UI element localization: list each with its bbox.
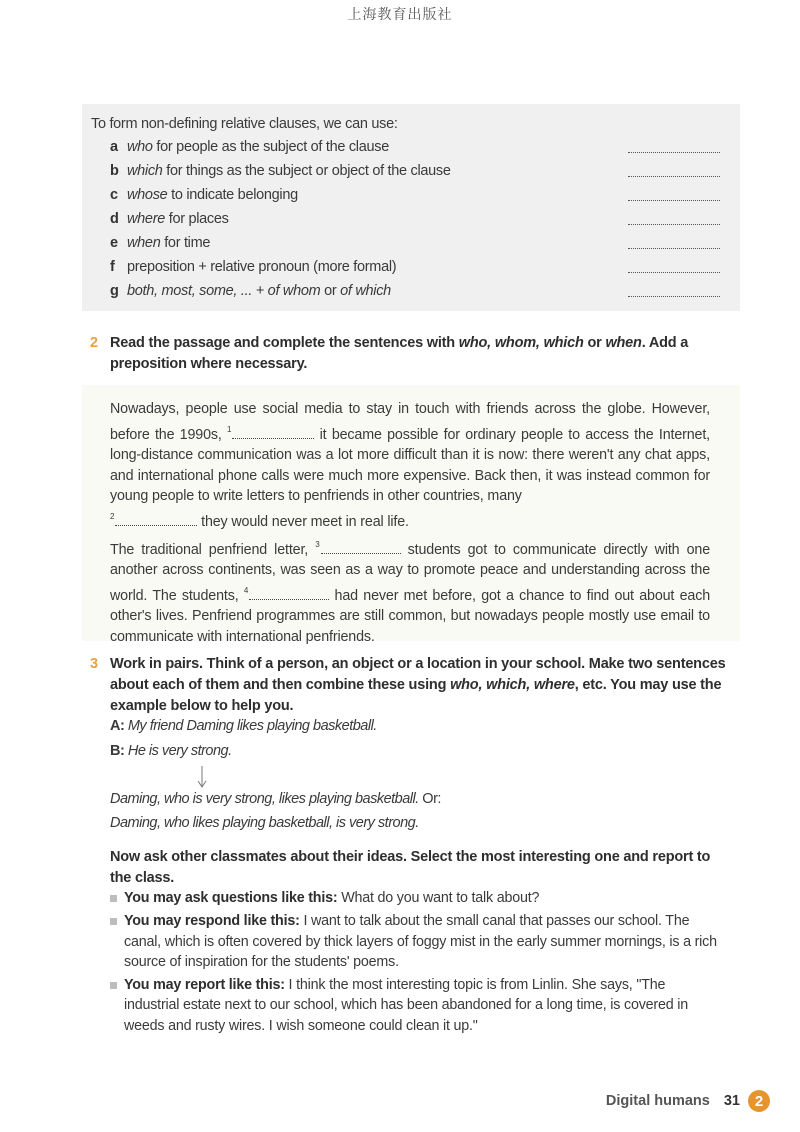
answer-blank-c[interactable]: [628, 200, 720, 201]
rule-letter: d: [110, 211, 119, 227]
blank-number: 3: [315, 539, 320, 549]
answer-blank-g[interactable]: [628, 296, 720, 297]
reading-passage: [110, 399, 710, 650]
rule-keyword: both, most, some, ... + of whom: [127, 283, 321, 299]
task-number: 3: [90, 656, 98, 672]
passage-text: they would never meet in real life.: [197, 513, 409, 530]
unit-title: Digital humans: [605, 1093, 710, 1109]
task-text-part: Work in pairs. Think of a person, an object or a location in your school. Make two sentences about each of them and then combine these using: [110, 656, 726, 693]
task-text-part: , etc. You may use the example below to help you.: [110, 677, 722, 714]
task-keyword: when: [605, 335, 642, 351]
grammar-rules-box: [82, 104, 740, 311]
rule-text: or: [320, 283, 341, 299]
task-number: 2: [90, 335, 98, 351]
rule-keyword: where: [127, 211, 165, 227]
passage-paragraph-1: [110, 399, 710, 533]
unit-badge: 2: [748, 1090, 770, 1112]
example-b: [110, 743, 232, 759]
example-text: He is very strong.: [124, 743, 232, 759]
rule-item-e: [110, 235, 722, 259]
rule-keyword: when: [127, 235, 161, 251]
follow-up-instruction: Now ask other classmates about their ideas. Select the most interesting one and report to the class.: [110, 849, 711, 886]
example-text: Daming, who is very strong, likes playing basketball.: [110, 791, 419, 807]
combined-example-1: [110, 791, 441, 807]
passage-text: The traditional penfriend letter,: [110, 541, 316, 558]
down-arrow-icon: [196, 766, 208, 788]
fill-blank-2[interactable]: [115, 514, 197, 526]
example-text: My friend Daming likes playing basketball.: [124, 718, 377, 734]
rule-keyword-2: of which: [340, 283, 391, 299]
rule-letter: b: [110, 163, 119, 179]
answer-blank-b[interactable]: [628, 176, 720, 177]
reading-passage-box: [82, 385, 740, 645]
task-keywords: who, which, where: [450, 677, 575, 693]
rule-text: preposition + relative pronoun (more formal): [127, 259, 397, 275]
rule-text: for places: [165, 211, 229, 227]
task-2-instruction: [90, 333, 730, 375]
rule-letter: g: [110, 283, 119, 299]
bullet-square-icon: [110, 895, 117, 902]
example-a: [110, 718, 377, 734]
task-text-part: Read the passage and complete the sentences with: [110, 335, 459, 351]
answer-blank-e[interactable]: [628, 248, 720, 249]
fill-blank-4[interactable]: [249, 588, 329, 600]
speaker-label: A:: [110, 718, 125, 734]
task-text: [90, 654, 730, 717]
task-keywords: who, whom, which: [458, 335, 584, 351]
task-text-part: . Add a preposition where necessary.: [110, 335, 689, 372]
rule-letter: f: [110, 259, 115, 275]
passage-text: students got to communicate directly with one another across continents, was seen as a way to promote peace and understanding across the world. The students,: [110, 541, 710, 604]
bullet-square-icon: [110, 918, 117, 925]
rule-text: for time: [160, 235, 211, 251]
rules-list: [110, 139, 722, 307]
rule-text: to indicate belonging: [167, 187, 298, 203]
task-text-part: or: [583, 335, 606, 351]
passage-text: had never met before, got a chance to find out about each other's lives. Penfriend programmes are still common, but nowadays people mostly use email to communicate with international penfriends.: [110, 587, 710, 645]
rule-text: for people as the subject of the clause: [152, 139, 389, 155]
prompt-text: What do you want to talk about?: [337, 890, 540, 906]
speaking-prompts: [110, 888, 724, 1039]
rule-letter: e: [110, 235, 118, 251]
blank-number: 1: [227, 424, 232, 434]
passage-text: Nowadays, people use social media to stay in touch with friends across the globe. However, before the 1990s,: [110, 401, 710, 443]
answer-blank-a[interactable]: [628, 152, 720, 153]
answer-blank-d[interactable]: [628, 224, 720, 225]
example-text: Daming, who likes playing basketball, is very strong.: [110, 815, 419, 831]
page-footer: [606, 1089, 770, 1113]
publisher-header: 上海教育出版社: [347, 7, 453, 23]
passage-paragraph-2: [110, 535, 710, 648]
rule-keyword: who: [127, 139, 153, 155]
prompt-label: You may report like this:: [124, 977, 285, 994]
combined-example-2: [110, 815, 419, 831]
prompt-label: You may respond like this:: [124, 913, 300, 930]
rule-item-d: [110, 211, 722, 235]
speaker-label: B:: [110, 743, 125, 759]
rule-item-g: [110, 283, 722, 307]
bullet-square-icon: [110, 982, 117, 989]
rule-letter: c: [110, 187, 118, 203]
rule-letter: a: [110, 139, 118, 155]
rule-item-c: [110, 187, 722, 211]
or-text: Or:: [418, 791, 441, 807]
prompt-report: [110, 975, 724, 1036]
task-text: [90, 333, 730, 375]
prompt-ask: [110, 888, 724, 908]
passage-text: it became possible for ordinary people to access the Internet, long-distance communication was a lot more difficult than it is now: there weren't any chat apps, and international phone calls were much more expensive. Back then, it was instead common for young people to write letters to penfriends in other countries, many: [110, 426, 710, 505]
prompt-respond: [110, 911, 724, 972]
fill-blank-3[interactable]: [321, 542, 401, 554]
rule-item-a: [110, 139, 722, 163]
prompt-label: You may ask questions like this:: [124, 890, 338, 906]
rule-keyword: which: [127, 163, 163, 179]
blank-number: 2: [110, 511, 115, 521]
answer-blank-f[interactable]: [628, 272, 720, 273]
rule-item-f: [110, 259, 722, 283]
page-number: 31: [723, 1093, 740, 1109]
fill-blank-1[interactable]: [232, 427, 314, 439]
prompt-text: I want to talk about the small canal that passes our school. The canal, which is often covered by thick layers of foggy mist in the early summer mornings, is a rich source of inspiration for the students' poems.: [124, 913, 717, 970]
rule-text: for things as the subject or object of the clause: [162, 163, 451, 179]
rule-item-b: [110, 163, 722, 187]
rules-intro: To form non-defining relative clauses, we can use:: [91, 116, 398, 132]
blank-number: 4: [243, 585, 249, 595]
rule-keyword: whose: [127, 187, 168, 203]
task-3-instruction: [90, 654, 730, 717]
prompt-text: I think the most interesting topic is from Linlin. She says, "The industrial estate next to our school, which has been abandoned for a long time, is covered in weeds and rusty wires. I wish someone could clean it up.": [124, 977, 688, 1034]
